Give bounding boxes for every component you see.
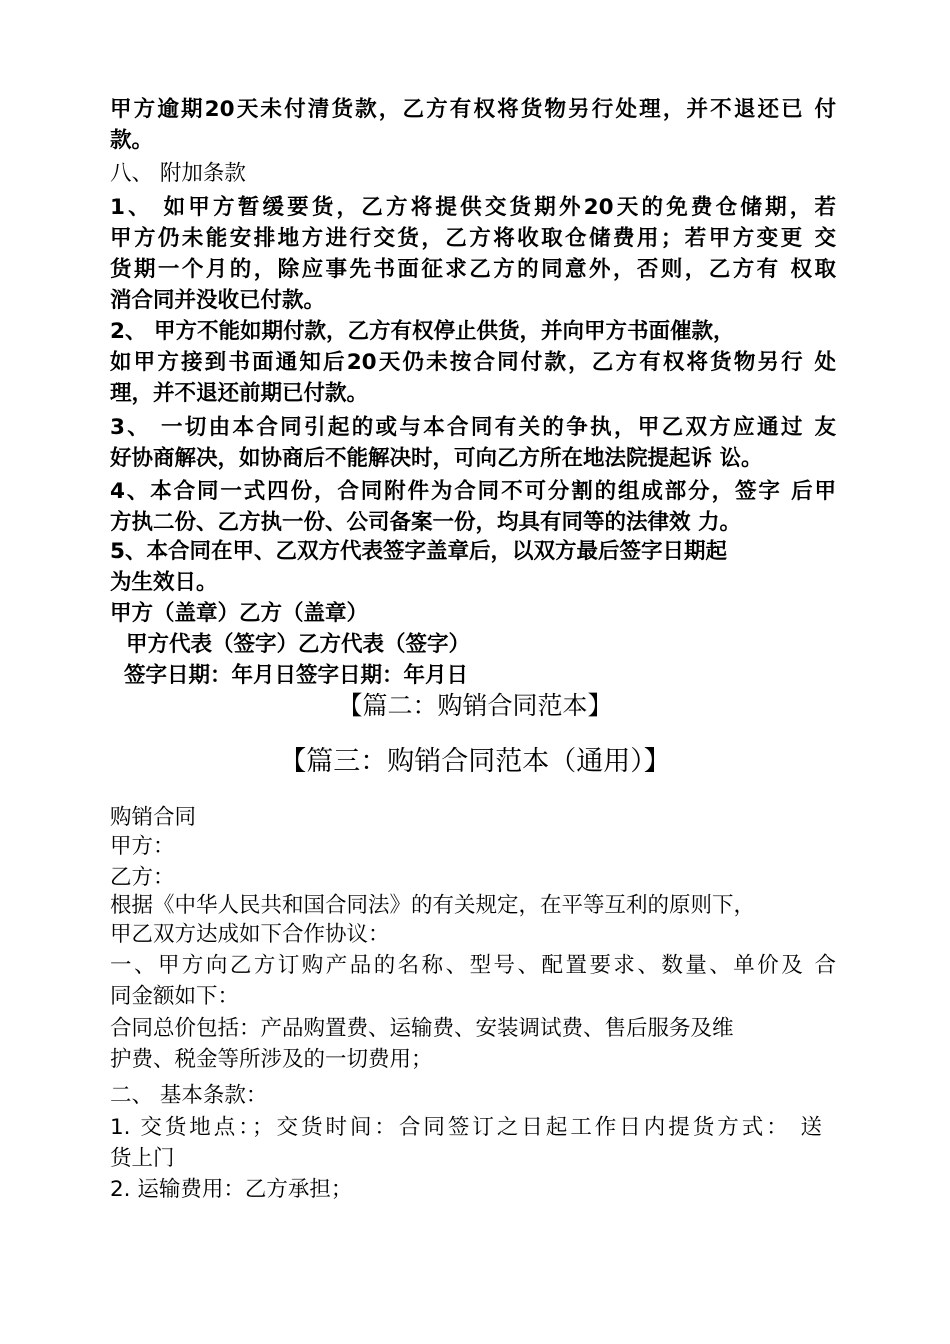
section-heading-additional-terms: 八、 附加条款 bbox=[110, 161, 246, 186]
text-line: 货上门 bbox=[110, 1146, 175, 1171]
signature-dates: 签字日期：年月日签字日期：年月日 bbox=[124, 663, 469, 688]
text-line: 甲方逾期20天未付清货款，乙方有权将货物另行处理，并不退还已 付 bbox=[110, 97, 836, 122]
text-line: 合同总价包括：产品购置费、运输费、安装调试费、售后服务及维 bbox=[110, 1016, 734, 1041]
text-line: 款。 bbox=[110, 128, 154, 153]
part-three-heading: 【篇三：购销合同范本（通用）】 bbox=[279, 746, 671, 777]
text-line: 好协商解决，如协商后不能解决时，可向乙方所在地法院提起诉 讼。 bbox=[110, 446, 763, 471]
text-line: 甲乙双方达成如下合作协议： bbox=[110, 922, 390, 947]
part-two-heading: 【篇二：购销合同范本】 bbox=[337, 691, 613, 720]
signature-party-representatives: 甲方代表（签字）乙方代表（签字） bbox=[126, 632, 471, 657]
text-line: 为生效日。 bbox=[110, 570, 218, 595]
text-line: 5、本合同在甲、乙双方代表签字盖章后，以双方最后签字日期起 bbox=[110, 539, 727, 564]
text-line: 甲方仍未能安排地方进行交货，乙方将收取仓储费用；若甲方变更 交 bbox=[110, 226, 836, 251]
text-line: 1. 交货地点：；交货时间：合同签订之日起工作日内提货方式： 送 bbox=[110, 1115, 822, 1140]
text-line: 3、 一切由本合同引起的或与本合同有关的争执，甲乙双方应通过 友 bbox=[110, 415, 836, 440]
text-line: 一、甲方向乙方订购产品的名称、型号、配置要求、数量、单价及 合 bbox=[110, 953, 836, 978]
text-line: 1、 如甲方暂缓要货，乙方将提供交货期外20天的免费仓储期，若 bbox=[110, 195, 836, 220]
text-line: 护费、税金等所涉及的一切费用； bbox=[110, 1047, 433, 1072]
text-line: 4、本合同一式四份，合同附件为合同不可分割的组成部分，签字 后甲 bbox=[110, 479, 836, 504]
text-line: 根据《中华人民共和国合同法》的有关规定，在平等互利的原则下， bbox=[110, 893, 756, 918]
text-line: 如甲方接到书面通知后20天仍未按合同付款，乙方有权将货物另行 处 bbox=[110, 350, 836, 375]
text-line: 2、 甲方不能如期付款，乙方有权停止供货，并向甲方书面催款， bbox=[110, 319, 735, 344]
signature-party-seals: 甲方（盖章）乙方（盖章） bbox=[110, 601, 369, 626]
party-a-label: 甲方： bbox=[110, 834, 175, 859]
text-line: 方执二份、乙方执一份、公司备案一份，均具有同等的法律效 力。 bbox=[110, 510, 741, 535]
text-line: 理，并不退还前期已付款。 bbox=[110, 381, 369, 406]
text-line: 货期一个月的，除应事先书面征求乙方的同意外，否则，乙方有 权取 bbox=[110, 257, 836, 282]
section-heading-basic-terms: 二、 基本条款： bbox=[110, 1083, 268, 1108]
party-b-label: 乙方： bbox=[110, 865, 175, 890]
text-line: 2. 运输费用：乙方承担； bbox=[110, 1177, 353, 1202]
text-line: 同金额如下： bbox=[110, 984, 240, 1009]
text-line: 消合同并没收已付款。 bbox=[110, 288, 326, 313]
contract-title: 购销合同 bbox=[110, 805, 197, 830]
